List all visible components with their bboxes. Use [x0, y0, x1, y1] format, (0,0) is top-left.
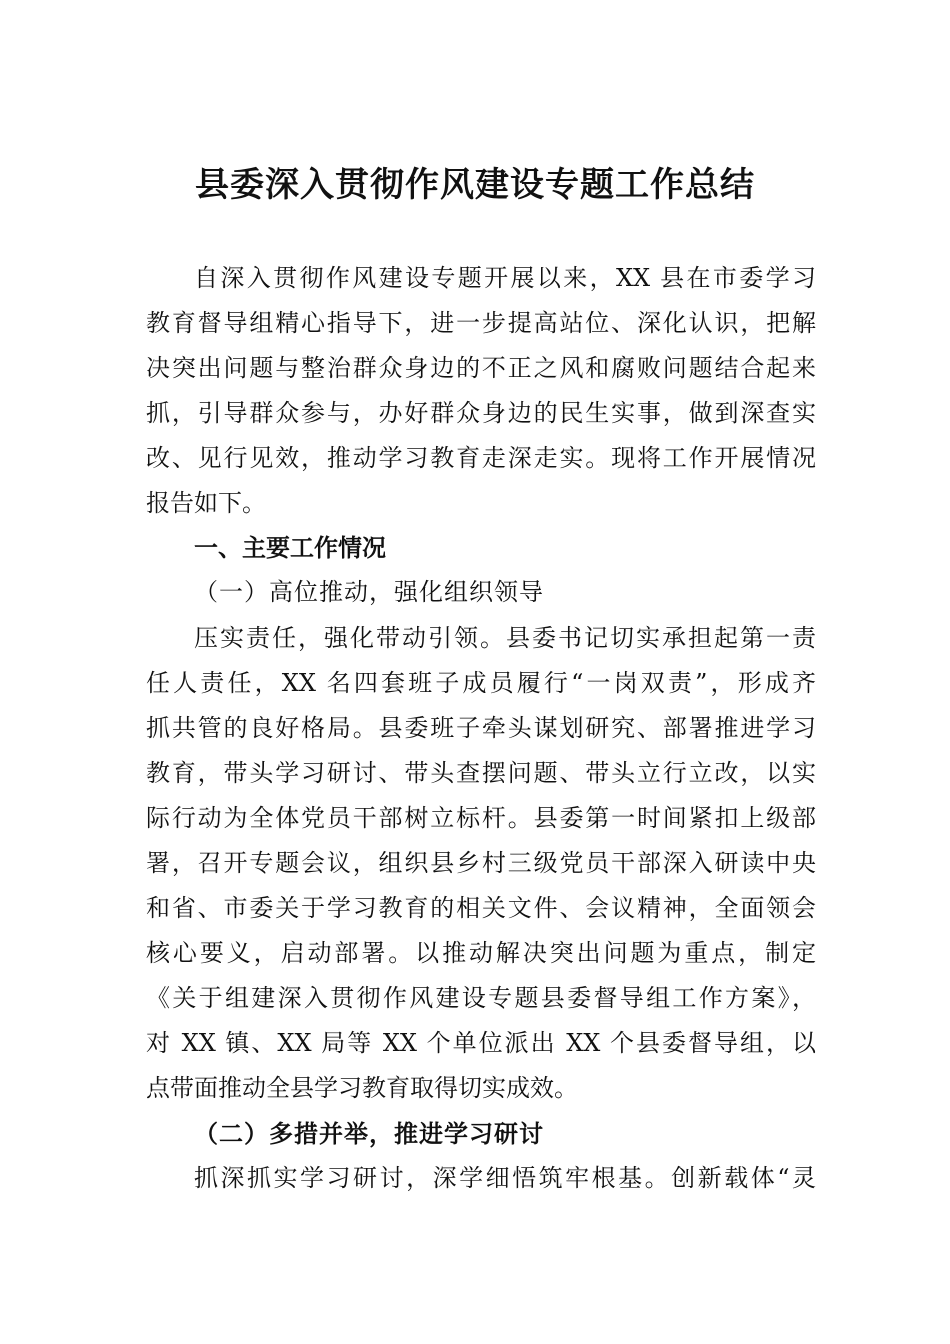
- intro-line-4: 抓，引导群众参与，办好群众身边的民生实事，做到深查实: [146, 399, 816, 427]
- sub2-line-1: 抓深抓实学习研讨，深学细悟筑牢根基。创新载体“灵: [194, 1164, 816, 1192]
- intro-line-5: 改、见行见效，推动学习教育走深走实。现将工作开展情况: [146, 444, 816, 472]
- sub1-line-9: 《关于组建深入贯彻作风建设专题县委督导组工作方案》，: [146, 984, 816, 1012]
- sub1-line-7: 和省、市委关于学习教育的相关文件、会议精神，全面领会: [146, 894, 816, 922]
- document-title: 县委深入贯彻作风建设专题工作总结: [195, 165, 755, 205]
- subsection-heading-1: （一）高位推动，强化组织领导: [194, 578, 544, 606]
- intro-line-3: 决突出问题与整治群众身边的不正之风和腐败问题结合起来: [146, 354, 816, 382]
- sub1-line-4: 教育，带头学习研讨、带头查摆问题、带头立行立改，以实: [146, 759, 816, 787]
- subsection-heading-2: （二）多措并举，推进学习研讨: [194, 1119, 544, 1148]
- intro-line-6: 报告如下。: [146, 489, 266, 517]
- sub1-line-11: 点带面推动全县学习教育取得切实成效。: [146, 1074, 578, 1102]
- sub1-line-10: 对 XX 镇、XX 局等 XX 个单位派出 XX 个县委督导组，以: [146, 1029, 816, 1057]
- sub1-line-6: 署，召开专题会议，组织县乡村三级党员干部深入研读中央: [146, 849, 816, 877]
- sub1-line-5: 际行动为全体党员干部树立标杆。县委第一时间紧扣上级部: [146, 804, 816, 832]
- section-heading-1: 一、主要工作情况: [194, 534, 386, 562]
- sub1-line-1: 压实责任，强化带动引领。县委书记切实承担起第一责: [194, 624, 816, 652]
- intro-line-1: 自深入贯彻作风建设专题开展以来，XX 县在市委学习: [194, 264, 816, 292]
- intro-line-2: 教育督导组精心指导下，进一步提高站位、深化认识，把解: [146, 309, 816, 337]
- sub1-line-8: 核心要义，启动部署。以推动解决突出问题为重点，制定: [146, 939, 816, 967]
- sub1-line-2: 任人责任，XX 名四套班子成员履行“一岗双责”，形成齐: [146, 669, 816, 697]
- sub1-line-3: 抓共管的良好格局。县委班子牵头谋划研究、部署推进学习: [146, 714, 816, 742]
